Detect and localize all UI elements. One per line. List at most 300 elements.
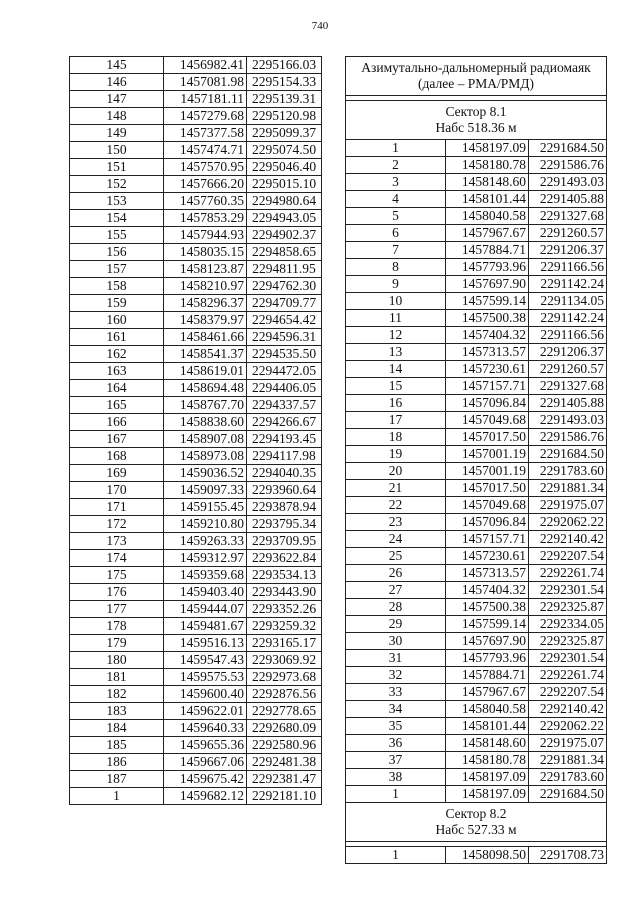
point-number: 185 [70,737,164,754]
y-coordinate: 2291327.68 [529,208,607,225]
x-coordinate: 1458973.08 [164,448,247,465]
y-coordinate: 2292301.54 [529,650,607,667]
point-number: 166 [70,414,164,431]
point-number: 12 [346,327,446,344]
y-coordinate: 2292778.65 [247,703,322,720]
y-coordinate: 2292680.09 [247,720,322,737]
x-coordinate: 1458197.09 [446,786,529,803]
sector-8-1-row [346,718,607,735]
table-left-row [70,601,322,618]
y-coordinate: 2295166.03 [247,57,322,74]
table-left-row [70,618,322,635]
y-coordinate: 2294762.30 [247,278,322,295]
y-coordinate: 2291586.76 [529,429,607,446]
point-number: 169 [70,465,164,482]
y-coordinate: 2291881.34 [529,752,607,769]
x-coordinate: 1458838.60 [164,414,247,431]
x-coordinate: 1459036.52 [164,465,247,482]
x-coordinate: 1458180.78 [446,157,529,174]
y-coordinate: 2294193.45 [247,431,322,448]
y-coordinate: 2291783.60 [529,463,607,480]
table-left-row [70,91,322,108]
y-coordinate: 2291206.37 [529,344,607,361]
table-left-row [70,108,322,125]
table-left-row [70,431,322,448]
x-coordinate: 1459667.06 [164,754,247,771]
x-coordinate: 1459481.67 [164,618,247,635]
point-number: 36 [346,735,446,752]
x-coordinate: 1457081.98 [164,74,247,91]
table-left-row [70,771,322,788]
table-left-row [70,363,322,380]
x-coordinate: 1459097.33 [164,482,247,499]
x-coordinate: 1457760.35 [164,193,247,210]
y-coordinate: 2292207.54 [529,548,607,565]
table-left-row [70,295,322,312]
y-coordinate: 2293259.32 [247,618,322,635]
x-coordinate: 1459547.43 [164,652,247,669]
sector-8-1-row [346,259,607,276]
table-left-row [70,584,322,601]
point-number: 19 [346,446,446,463]
x-coordinate: 1459655.36 [164,737,247,754]
y-coordinate: 2294980.64 [247,193,322,210]
table-left-row [70,788,322,805]
x-coordinate: 1457096.84 [446,395,529,412]
y-coordinate: 2292334.05 [529,616,607,633]
sector-8-1-row [346,140,607,157]
table-left-row [70,278,322,295]
y-coordinate: 2293622.84 [247,550,322,567]
y-coordinate: 2291142.24 [529,276,607,293]
x-coordinate: 1458210.97 [164,278,247,295]
point-number: 1 [346,847,446,864]
point-number: 171 [70,499,164,516]
point-number: 32 [346,667,446,684]
point-number: 30 [346,633,446,650]
y-coordinate: 2292261.74 [529,565,607,582]
x-coordinate: 1458148.60 [446,735,529,752]
x-coordinate: 1457697.90 [446,276,529,293]
point-number: 148 [70,108,164,125]
sector-8-2-title: Сектор 8.2 [445,806,507,821]
x-coordinate: 1459600.40 [164,686,247,703]
y-coordinate: 2291405.88 [529,191,607,208]
y-coordinate: 2291260.57 [529,225,607,242]
x-coordinate: 1458040.58 [446,701,529,718]
sector-8-1-row [346,667,607,684]
point-number: 147 [70,91,164,108]
x-coordinate: 1459312.97 [164,550,247,567]
point-number: 154 [70,210,164,227]
x-coordinate: 1457793.96 [446,259,529,276]
y-coordinate: 2291975.07 [529,497,607,514]
x-coordinate: 1458123.87 [164,261,247,278]
y-coordinate: 2291206.37 [529,242,607,259]
sector-8-1-row [346,191,607,208]
x-coordinate: 1457599.14 [446,616,529,633]
point-number: 155 [70,227,164,244]
x-coordinate: 1458694.48 [164,380,247,397]
sector-8-1-row [346,514,607,531]
table-left-row [70,703,322,720]
point-number: 175 [70,567,164,584]
point-number: 151 [70,159,164,176]
x-coordinate: 1457313.57 [446,565,529,582]
sector-8-1-row [346,395,607,412]
point-number: 163 [70,363,164,380]
sector-8-1-row [346,463,607,480]
x-coordinate: 1457017.50 [446,429,529,446]
y-coordinate: 2295120.98 [247,108,322,125]
x-coordinate: 1459263.33 [164,533,247,550]
sector-8-1-row [346,412,607,429]
y-coordinate: 2291493.03 [529,174,607,191]
x-coordinate: 1459575.53 [164,669,247,686]
y-coordinate: 2295099.37 [247,125,322,142]
x-coordinate: 1457017.50 [446,480,529,497]
point-number: 35 [346,718,446,735]
point-number: 5 [346,208,446,225]
point-number: 167 [70,431,164,448]
point-number: 20 [346,463,446,480]
x-coordinate: 1458035.15 [164,244,247,261]
point-number: 174 [70,550,164,567]
point-number: 156 [70,244,164,261]
x-coordinate: 1458907.08 [164,431,247,448]
point-number: 187 [70,771,164,788]
point-number: 153 [70,193,164,210]
y-coordinate: 2291881.34 [529,480,607,497]
table-left-row [70,142,322,159]
sector-8-1-row [346,361,607,378]
sector-8-1-header [346,101,607,140]
y-coordinate: 2293069.92 [247,652,322,669]
y-coordinate: 2294811.95 [247,261,322,278]
table-left-row [70,533,322,550]
x-coordinate: 1459640.33 [164,720,247,737]
table-left-row [70,193,322,210]
y-coordinate: 2294596.31 [247,329,322,346]
point-number: 150 [70,142,164,159]
point-number: 25 [346,548,446,565]
x-coordinate: 1459516.13 [164,635,247,652]
x-coordinate: 1459359.68 [164,567,247,584]
point-number: 3 [346,174,446,191]
sector-8-1-row [346,769,607,786]
point-number: 160 [70,312,164,329]
x-coordinate: 1457884.71 [446,667,529,684]
x-coordinate: 1457967.67 [446,225,529,242]
point-number: 168 [70,448,164,465]
x-coordinate: 1458541.37 [164,346,247,363]
sector-8-1-row [346,208,607,225]
sector-8-1-row [346,174,607,191]
point-number: 14 [346,361,446,378]
point-number: 10 [346,293,446,310]
x-coordinate: 1458098.50 [446,847,529,864]
x-coordinate: 1457474.71 [164,142,247,159]
sector-8-1-row [346,310,607,327]
point-number: 22 [346,497,446,514]
point-number: 23 [346,514,446,531]
y-coordinate: 2291134.05 [529,293,607,310]
point-number: 13 [346,344,446,361]
x-coordinate: 1457500.38 [446,310,529,327]
x-coordinate: 1457697.90 [446,633,529,650]
y-coordinate: 2295046.40 [247,159,322,176]
point-number: 152 [70,176,164,193]
point-number: 183 [70,703,164,720]
page-number: 740 [311,20,329,32]
x-coordinate: 1457570.95 [164,159,247,176]
x-coordinate: 1457001.19 [446,463,529,480]
x-coordinate: 1457944.93 [164,227,247,244]
x-coordinate: 1457157.71 [446,378,529,395]
x-coordinate: 1458461.66 [164,329,247,346]
table-left-row [70,686,322,703]
y-coordinate: 2294117.98 [247,448,322,465]
table-left-row [70,159,322,176]
table-left-row [70,652,322,669]
sector-8-1-row [346,225,607,242]
x-coordinate: 1458148.60 [446,174,529,191]
sector-8-2-row [346,847,607,864]
table-left-row [70,516,322,533]
point-number: 172 [70,516,164,533]
x-coordinate: 1459622.01 [164,703,247,720]
point-number: 6 [346,225,446,242]
x-coordinate: 1459210.80 [164,516,247,533]
x-coordinate: 1457967.67 [446,684,529,701]
sector-8-1-row [346,242,607,259]
point-number: 178 [70,618,164,635]
y-coordinate: 2291684.50 [529,446,607,463]
point-number: 161 [70,329,164,346]
x-coordinate: 1459682.12 [164,788,247,805]
table-left-row [70,74,322,91]
y-coordinate: 2292973.68 [247,669,322,686]
y-coordinate: 2292207.54 [529,684,607,701]
y-coordinate: 2292580.96 [247,737,322,754]
point-number: 27 [346,582,446,599]
coordinates-table-right [345,56,607,864]
point-number: 177 [70,601,164,618]
y-coordinate: 2292181.10 [247,788,322,805]
table-left-row [70,244,322,261]
y-coordinate: 2292381.47 [247,771,322,788]
sector-8-1-row [346,701,607,718]
y-coordinate: 2291708.73 [529,847,607,864]
table-left-row [70,737,322,754]
point-number: 37 [346,752,446,769]
point-number: 173 [70,533,164,550]
x-coordinate: 1457793.96 [446,650,529,667]
point-number: 11 [346,310,446,327]
point-number: 1 [346,140,446,157]
x-coordinate: 1457404.32 [446,327,529,344]
x-coordinate: 1458101.44 [446,191,529,208]
table-left-row [70,397,322,414]
table-left-row [70,465,322,482]
table-left-row [70,720,322,737]
point-number: 29 [346,616,446,633]
point-number: 162 [70,346,164,363]
y-coordinate: 2291493.03 [529,412,607,429]
point-number: 33 [346,684,446,701]
x-coordinate: 1457666.20 [164,176,247,193]
y-coordinate: 2293960.64 [247,482,322,499]
y-coordinate: 2291783.60 [529,769,607,786]
y-coordinate: 2292140.42 [529,701,607,718]
table-left-row [70,669,322,686]
sector-8-1-row [346,480,607,497]
y-coordinate: 2294472.05 [247,363,322,380]
point-number: 165 [70,397,164,414]
table-left-row [70,261,322,278]
sector-8-1-height: Набс 518.36 м [435,120,517,135]
point-number: 1 [70,788,164,805]
x-coordinate: 1457404.32 [446,582,529,599]
y-coordinate: 2291166.56 [529,327,607,344]
x-coordinate: 1457230.61 [446,548,529,565]
x-coordinate: 1458197.09 [446,769,529,786]
x-coordinate: 1457377.58 [164,125,247,142]
y-coordinate: 2292325.87 [529,633,607,650]
sector-8-1-header-row [346,101,607,140]
point-number: 4 [346,191,446,208]
y-coordinate: 2294266.67 [247,414,322,431]
x-coordinate: 1458296.37 [164,295,247,312]
x-coordinate: 1457500.38 [446,599,529,616]
y-coordinate: 2292062.22 [529,718,607,735]
sector-8-1-row [346,565,607,582]
sector-8-1-row [346,327,607,344]
sector-8-2-header-row [346,803,607,842]
coordinates-table-left [69,56,322,805]
y-coordinate: 2293443.90 [247,584,322,601]
point-number: 158 [70,278,164,295]
point-number: 149 [70,125,164,142]
table-left-row [70,380,322,397]
table-left-row [70,227,322,244]
y-coordinate: 2295139.31 [247,91,322,108]
point-number: 145 [70,57,164,74]
point-number: 157 [70,261,164,278]
point-number: 176 [70,584,164,601]
point-number: 28 [346,599,446,616]
y-coordinate: 2295015.10 [247,176,322,193]
table-left-row [70,567,322,584]
point-number: 15 [346,378,446,395]
point-number: 186 [70,754,164,771]
x-coordinate: 1459155.45 [164,499,247,516]
table-left-row [70,57,322,74]
sector-8-1-row [346,157,607,174]
y-coordinate: 2294943.05 [247,210,322,227]
x-coordinate: 1457279.68 [164,108,247,125]
point-number: 2 [346,157,446,174]
point-number: 26 [346,565,446,582]
y-coordinate: 2294406.05 [247,380,322,397]
y-coordinate: 2293534.13 [247,567,322,584]
y-coordinate: 2294337.57 [247,397,322,414]
y-coordinate: 2294858.65 [247,244,322,261]
table-left-row [70,312,322,329]
point-number: 18 [346,429,446,446]
point-number: 179 [70,635,164,652]
x-coordinate: 1458619.01 [164,363,247,380]
y-coordinate: 2291142.24 [529,310,607,327]
x-coordinate: 1459403.40 [164,584,247,601]
point-number: 24 [346,531,446,548]
point-number: 8 [346,259,446,276]
x-coordinate: 1458040.58 [446,208,529,225]
radiobeacon-header: Азимутально-дальномерный радиомаяк (далее – РМА/РМД) [346,57,607,96]
sector-8-1-title: Сектор 8.1 [445,104,507,119]
table-left-row [70,414,322,431]
y-coordinate: 2291684.50 [529,140,607,157]
point-number: 182 [70,686,164,703]
x-coordinate: 1457853.29 [164,210,247,227]
x-coordinate: 1457157.71 [446,531,529,548]
point-number: 184 [70,720,164,737]
y-coordinate: 2293795.34 [247,516,322,533]
x-coordinate: 1457001.19 [446,446,529,463]
sector-8-1-row [346,429,607,446]
y-coordinate: 2291166.56 [529,259,607,276]
table-left-row [70,210,322,227]
y-coordinate: 2294040.35 [247,465,322,482]
x-coordinate: 1457884.71 [446,242,529,259]
sector-8-1-row [346,276,607,293]
sector-8-1-row [346,786,607,803]
y-coordinate: 2294902.37 [247,227,322,244]
table-left-row [70,346,322,363]
point-number: 17 [346,412,446,429]
y-coordinate: 2291975.07 [529,735,607,752]
point-number: 31 [346,650,446,667]
sector-8-1-row [346,735,607,752]
point-number: 164 [70,380,164,397]
x-coordinate: 1457096.84 [446,514,529,531]
y-coordinate: 2292140.42 [529,531,607,548]
sector-8-1-row [346,497,607,514]
sector-8-1-row [346,599,607,616]
table-left-row [70,754,322,771]
point-number: 180 [70,652,164,669]
sector-8-1-row [346,633,607,650]
y-coordinate: 2292481.38 [247,754,322,771]
sector-8-2-height: Набс 527.33 м [435,822,517,837]
y-coordinate: 2291327.68 [529,378,607,395]
point-number: 16 [346,395,446,412]
x-coordinate: 1457049.68 [446,412,529,429]
y-coordinate: 2291405.88 [529,395,607,412]
y-coordinate: 2292261.74 [529,667,607,684]
point-number: 21 [346,480,446,497]
point-number: 146 [70,74,164,91]
table-left-row [70,550,322,567]
sector-8-1-row [346,548,607,565]
y-coordinate: 2295154.33 [247,74,322,91]
point-number: 170 [70,482,164,499]
point-number: 9 [346,276,446,293]
sector-8-1-row [346,344,607,361]
sector-8-1-row [346,582,607,599]
x-coordinate: 1459444.07 [164,601,247,618]
x-coordinate: 1457049.68 [446,497,529,514]
